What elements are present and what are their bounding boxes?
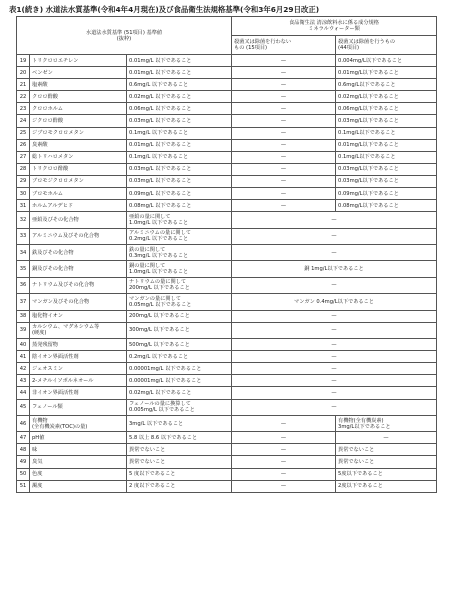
water-standard-value: 0.06mg/L 以下であること: [127, 103, 232, 115]
food-standard-no-sterilization: —: [232, 127, 336, 139]
food-standard-no-sterilization: —: [232, 175, 336, 187]
food-standard-sterilization: 0.6mg/L以下であること: [336, 79, 437, 91]
row-number: 46: [17, 415, 30, 431]
food-standard-no-sterilization: —: [232, 79, 336, 91]
food-standard-no-sterilization: —: [232, 188, 336, 200]
row-number: 21: [17, 79, 30, 91]
food-standard-value: 銅 1mg/L以下であること: [232, 261, 437, 277]
row-number: 45: [17, 399, 30, 415]
table-row: [17, 415, 437, 431]
table-row: [17, 115, 437, 127]
water-standard-value: 0.01mg/L 以下であること: [127, 67, 232, 79]
row-number: 49: [17, 456, 30, 468]
item-name: ブロモホルム: [30, 188, 127, 200]
food-standard-sterilization: 0.09mg/L以下であること: [336, 188, 437, 200]
item-name: 陰イオン界面活性剤: [30, 351, 127, 363]
row-number: 33: [17, 228, 30, 244]
food-standard-sterilization: 0.08mg/L以下であること: [336, 200, 437, 212]
header-sterilization: 殺菌又は除菌を行うもの (44項目): [336, 36, 437, 55]
food-standard-value: —: [232, 310, 437, 322]
water-standard-value: 銅の量に関して 1.0mg/L 以下であること: [127, 261, 232, 277]
item-name: ベンゼン: [30, 67, 127, 79]
water-standard-value: 2 度以下であること: [127, 480, 232, 492]
food-standard-no-sterilization: —: [232, 456, 336, 468]
water-standard-value: 0.03mg/L 以下であること: [127, 115, 232, 127]
food-standard-sterilization: 0.1mg/L以下であること: [336, 127, 437, 139]
item-name: 非イオン界面活性剤: [30, 387, 127, 399]
water-standard-value: 0.6mg/L 以下であること: [127, 79, 232, 91]
food-standard-sterilization: 2度以下であること: [336, 480, 437, 492]
row-number: 24: [17, 115, 30, 127]
food-standard-no-sterilization: —: [232, 480, 336, 492]
row-number: 20: [17, 67, 30, 79]
table-row: [17, 375, 437, 387]
row-number: 30: [17, 188, 30, 200]
table-row: [17, 261, 437, 277]
row-number: 31: [17, 200, 30, 212]
item-name: 臭気: [30, 456, 127, 468]
item-name: pH値: [30, 432, 127, 444]
table-row: [17, 468, 437, 480]
item-name: 塩化物イオン: [30, 310, 127, 322]
water-standard-value: 0.2mg/L 以下であること: [127, 351, 232, 363]
header-food-sanitation: 食品衛生法 清涼飲料水に係る成分規格 ミネラルウォーター類: [232, 17, 437, 36]
food-standard-sterilization: 0.03mg/L以下であること: [336, 115, 437, 127]
table-header-row: [17, 17, 437, 36]
item-name: 総トリハロメタン: [30, 151, 127, 163]
row-number: 22: [17, 91, 30, 103]
water-standard-value: 0.09mg/L 以下であること: [127, 188, 232, 200]
item-name: 濁度: [30, 480, 127, 492]
table-row: [17, 139, 437, 151]
food-standard-sterilization: 0.03mg/L以下であること: [336, 163, 437, 175]
table-row: [17, 363, 437, 375]
table-row: [17, 294, 437, 310]
food-standard-sterilization: 0.01mg/L以下であること: [336, 67, 437, 79]
food-standard-value: —: [232, 387, 437, 399]
water-standard-value: 0.1mg/L 以下であること: [127, 151, 232, 163]
food-standard-no-sterilization: —: [232, 415, 336, 431]
water-standard-value: 200mg/L 以下であること: [127, 310, 232, 322]
table-row: [17, 212, 437, 228]
food-standard-sterilization: 5度以下であること: [336, 468, 437, 480]
food-standard-sterilization: 0.03mg/L以下であること: [336, 175, 437, 187]
item-name: 味: [30, 444, 127, 456]
water-standard-value: 0.03mg/L 以下であること: [127, 163, 232, 175]
item-name: 銅及びその化合物: [30, 261, 127, 277]
row-number: 42: [17, 363, 30, 375]
water-standard-value: フェノールの量に換算して 0.005mg/L 以下であること: [127, 399, 232, 415]
table-row: [17, 103, 437, 115]
item-name: ジクロロ酢酸: [30, 115, 127, 127]
row-number: 28: [17, 163, 30, 175]
item-name: ナトリウム及びその化合物: [30, 277, 127, 293]
food-standard-value: —: [232, 228, 437, 244]
food-standard-no-sterilization: —: [232, 55, 336, 67]
row-number: 44: [17, 387, 30, 399]
row-number: 37: [17, 294, 30, 310]
table-row: [17, 175, 437, 187]
water-standard-value: 0.08mg/L 以下であること: [127, 200, 232, 212]
food-standard-sterilization: 0.1mg/L以下であること: [336, 151, 437, 163]
food-standard-no-sterilization: —: [232, 67, 336, 79]
water-standard-value: 亜鉛の量に関して 1.0mg/L 以下であること: [127, 212, 232, 228]
row-number: 48: [17, 444, 30, 456]
row-number: 23: [17, 103, 30, 115]
table-row: [17, 151, 437, 163]
row-number: 35: [17, 261, 30, 277]
water-standard-value: 0.03mg/L 以下であること: [127, 175, 232, 187]
item-name: 鉄及びその化合物: [30, 245, 127, 261]
item-name: ブロモジクロロメタン: [30, 175, 127, 187]
header-no-sterilization: 殺菌又は除菌を行わない もの (15項目): [232, 36, 336, 55]
food-standard-value: —: [232, 363, 437, 375]
item-name: 有機物 (全有機炭素(TOC)の量): [30, 415, 127, 431]
item-name: アルミニウム及びその化合物: [30, 228, 127, 244]
food-standard-value: —: [232, 375, 437, 387]
row-number: 41: [17, 351, 30, 363]
item-name: フェノール類: [30, 399, 127, 415]
table-row: [17, 200, 437, 212]
food-standard-no-sterilization: —: [232, 432, 336, 444]
food-standard-sterilization: 異常でないこと: [336, 456, 437, 468]
item-name: ジブロモクロロメタン: [30, 127, 127, 139]
row-number: 47: [17, 432, 30, 444]
water-standard-value: 異常でないこと: [127, 444, 232, 456]
row-number: 26: [17, 139, 30, 151]
row-number: 19: [17, 55, 30, 67]
item-name: 塩素酸: [30, 79, 127, 91]
item-name: カルシウム、マグネシウム等 (硬度): [30, 322, 127, 338]
table-row: [17, 387, 437, 399]
row-number: 32: [17, 212, 30, 228]
food-standard-value: —: [232, 277, 437, 293]
food-standard-sterilization: 0.06mg/L以下であること: [336, 103, 437, 115]
item-name: ホルムアルデヒド: [30, 200, 127, 212]
food-standard-no-sterilization: —: [232, 163, 336, 175]
food-standard-value: —: [232, 212, 437, 228]
water-standard-value: 0.00001mg/L 以下であること: [127, 375, 232, 387]
item-name: ジェオスミン: [30, 363, 127, 375]
table-row: [17, 456, 437, 468]
table-row: [17, 91, 437, 103]
table-row: [17, 310, 437, 322]
food-standard-no-sterilization: —: [232, 468, 336, 480]
food-standard-sterilization: —: [336, 432, 437, 444]
water-standard-value: 5 度以下であること: [127, 468, 232, 480]
row-number: 40: [17, 339, 30, 351]
food-standard-value: —: [232, 351, 437, 363]
table-row: [17, 79, 437, 91]
food-standard-no-sterilization: —: [232, 151, 336, 163]
row-number: 27: [17, 151, 30, 163]
table-row: [17, 163, 437, 175]
water-standard-value: ナトリウムの量に関して 200mg/L 以下であること: [127, 277, 232, 293]
table-row: [17, 228, 437, 244]
row-number: 50: [17, 468, 30, 480]
water-standard-value: 0.02mg/L 以下であること: [127, 387, 232, 399]
food-standard-value: マンガン 0.4mg/L以下であること: [232, 294, 437, 310]
item-name: 臭素酸: [30, 139, 127, 151]
table-row: [17, 245, 437, 261]
water-standards-table: [16, 16, 437, 493]
row-number: 25: [17, 127, 30, 139]
row-number: 43: [17, 375, 30, 387]
water-standard-value: マンガンの量に関して 0.05mg/L 以下であること: [127, 294, 232, 310]
table-row: [17, 55, 437, 67]
table-row: [17, 188, 437, 200]
food-standard-no-sterilization: —: [232, 103, 336, 115]
water-standard-value: 0.01mg/L 以下であること: [127, 139, 232, 151]
water-standard-value: 3mg/L 以下であること: [127, 415, 232, 431]
food-standard-value: —: [232, 339, 437, 351]
table-row: [17, 432, 437, 444]
item-name: トリクロロ酢酸: [30, 163, 127, 175]
food-standard-sterilization: 有機物(全有機炭素) 3mg/L以下であること: [336, 415, 437, 431]
water-standard-value: 異常でないこと: [127, 456, 232, 468]
header-water-standard: 水道法水質基準 (51項目) 基準値 (抜粋): [17, 17, 232, 55]
water-standard-value: 0.01mg/L 以下であること: [127, 55, 232, 67]
food-standard-value: —: [232, 245, 437, 261]
item-name: クロロホルム: [30, 103, 127, 115]
food-standard-sterilization: 0.004mg/L以下であること: [336, 55, 437, 67]
food-standard-no-sterilization: —: [232, 444, 336, 456]
table-body: [17, 17, 437, 493]
row-number: 51: [17, 480, 30, 492]
row-number: 38: [17, 310, 30, 322]
table-row: [17, 351, 437, 363]
row-number: 36: [17, 277, 30, 293]
item-name: 色度: [30, 468, 127, 480]
item-name: クロロ酢酸: [30, 91, 127, 103]
food-standard-sterilization: 異常でないこと: [336, 444, 437, 456]
food-standard-no-sterilization: —: [232, 139, 336, 151]
table-row: [17, 127, 437, 139]
row-number: 39: [17, 322, 30, 338]
item-name: 蒸発残留物: [30, 339, 127, 351]
item-name: 亜鉛及びその化合物: [30, 212, 127, 228]
table-row: [17, 339, 437, 351]
water-standard-value: 0.1mg/L 以下であること: [127, 127, 232, 139]
food-standard-no-sterilization: —: [232, 200, 336, 212]
table-row: [17, 67, 437, 79]
water-standard-value: 0.02mg/L 以下であること: [127, 91, 232, 103]
table-row: [17, 277, 437, 293]
table-row: [17, 322, 437, 338]
food-standard-sterilization: 0.02mg/L以下であること: [336, 91, 437, 103]
water-standard-value: 300mg/L 以下であること: [127, 322, 232, 338]
water-standard-value: 0.00001mg/L 以下であること: [127, 363, 232, 375]
food-standard-sterilization: 0.01mg/L以下であること: [336, 139, 437, 151]
row-number: 34: [17, 245, 30, 261]
table-row: [17, 444, 437, 456]
document-title: 表1(続き) 水道法水質基準(令和4年4月現在)及び食品衛生法規格基準(令和3年6月29日改正): [9, 5, 320, 14]
water-standard-value: 鉄の量に関して 0.3mg/L 以下であること: [127, 245, 232, 261]
item-name: トリクロロエチレン: [30, 55, 127, 67]
item-name: マンガン及びその化合物: [30, 294, 127, 310]
food-standard-value: —: [232, 399, 437, 415]
food-standard-no-sterilization: —: [232, 115, 336, 127]
water-standard-value: 5.8 以上 8.6 以下であること: [127, 432, 232, 444]
water-standard-value: アルミニウムの量に関して 0.2mg/L 以下であること: [127, 228, 232, 244]
water-standard-value: 500mg/L 以下であること: [127, 339, 232, 351]
item-name: 2-メチルイソボルネオール: [30, 375, 127, 387]
table-row: [17, 480, 437, 492]
row-number: 29: [17, 175, 30, 187]
table-row: [17, 399, 437, 415]
food-standard-no-sterilization: —: [232, 91, 336, 103]
food-standard-value: —: [232, 322, 437, 338]
